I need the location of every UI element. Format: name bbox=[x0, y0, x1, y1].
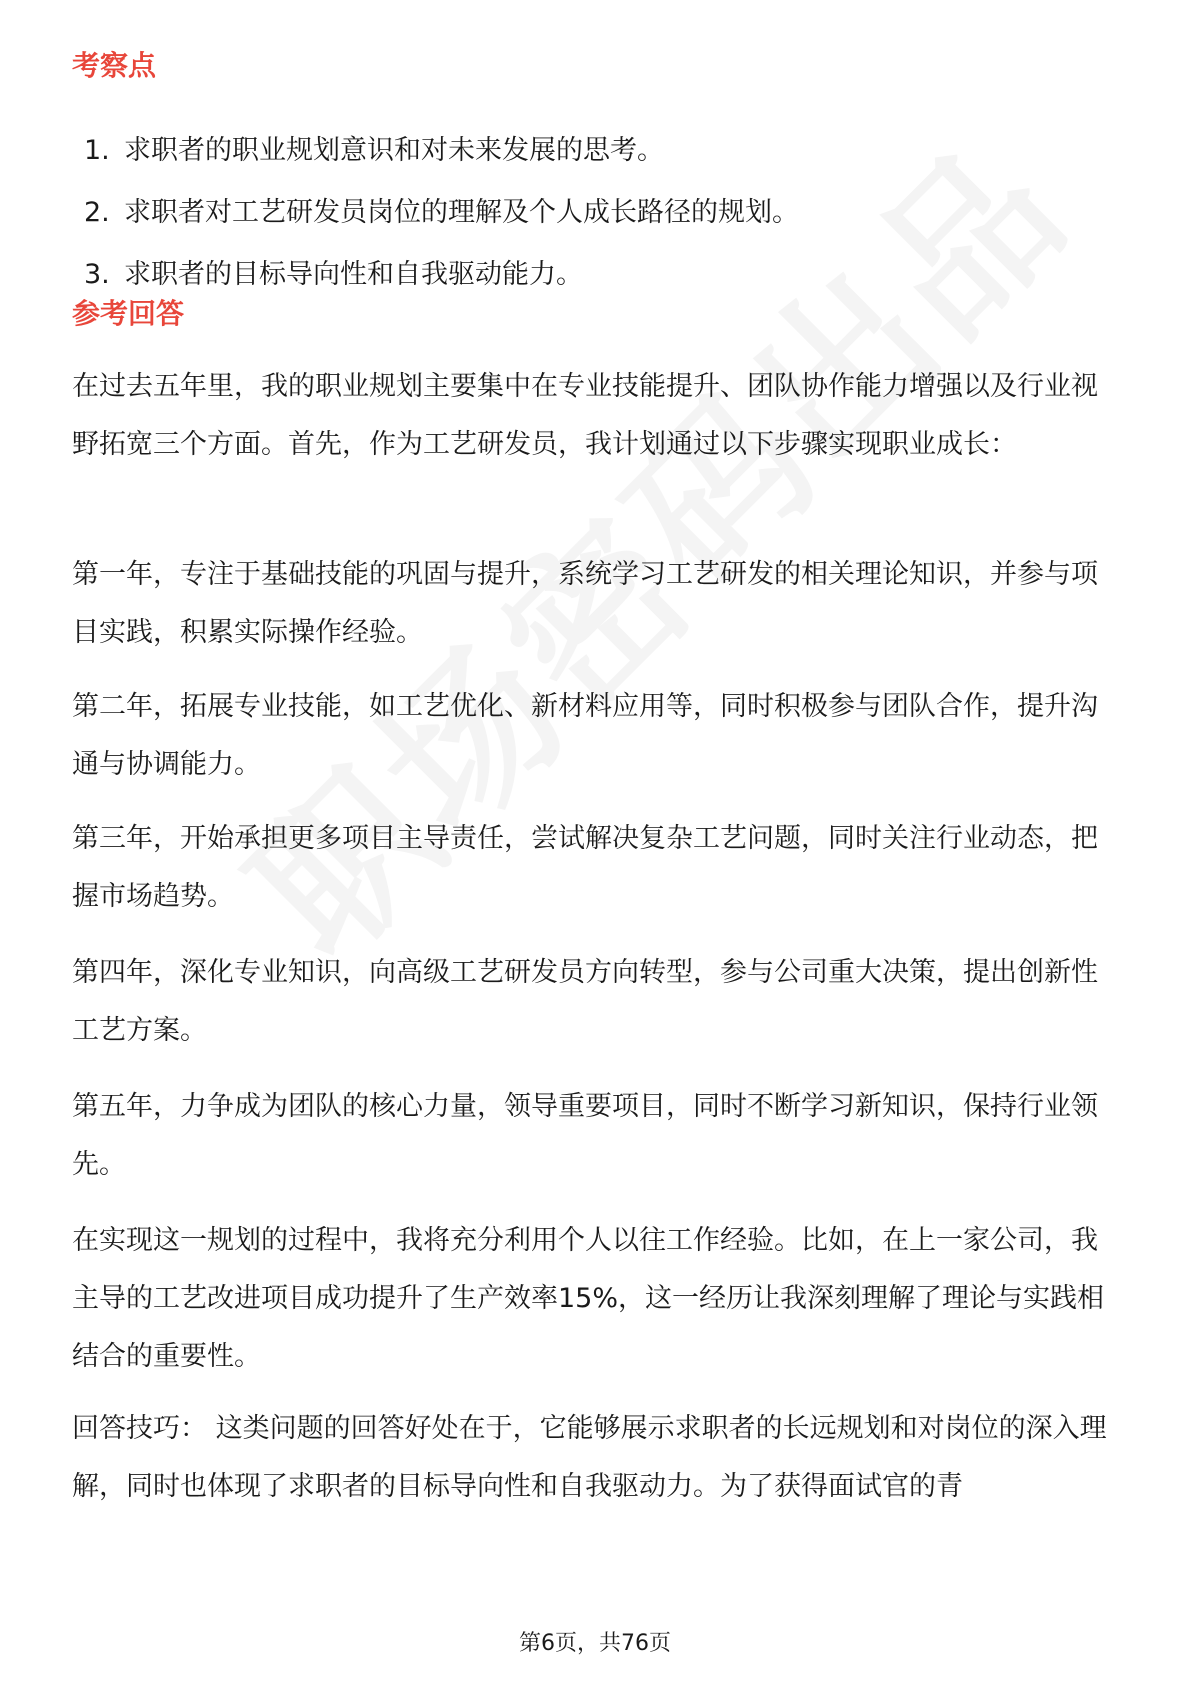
list-item bbox=[84, 120, 799, 182]
answer-paragraph-year1: 第一年，专注于基础技能的巩固与提升，系统学习工艺研发的相关理论知识，并参与项目实践，积累实际操作经验。 bbox=[72, 559, 1098, 648]
list-number: 2. bbox=[84, 197, 110, 228]
section-heading-kaochadian: 考察点 bbox=[72, 49, 157, 82]
answer-paragraph-year5: 第五年，力争成为团队的核心力量，领导重要项目，同时不断学习新知识，保持行业领先。 bbox=[72, 1091, 1098, 1180]
answer-paragraph-intro: 在过去五年里，我的职业规划主要集中在专业技能提升、团队协作能力增强以及行业视野拓宽三个方面。首先，作为工艺研发员，我计划通过以下步骤实现职业成长： bbox=[72, 371, 1098, 460]
list-number: 3. bbox=[84, 259, 110, 290]
list-item-text: 求职者的目标导向性和自我驱动能力。 bbox=[124, 259, 583, 290]
answer-paragraph-tips: 回答技巧： 这类问题的回答好处在于，它能够展示求职者的长远规划和对岗位的深入理解，同时也体现了求职者的目标导向性和自我驱动力。为了获得面试官的青 bbox=[72, 1413, 1107, 1502]
answer-paragraph-year4: 第四年，深化专业知识，向高级工艺研发员方向转型，参与公司重大决策，提出创新性工艺方案。 bbox=[72, 957, 1098, 1046]
list-item-text: 求职者的职业规划意识和对未来发展的思考。 bbox=[124, 135, 664, 166]
page-number: 第6页，共76页 bbox=[519, 1631, 671, 1656]
list-number: 1. bbox=[84, 135, 110, 166]
list-item bbox=[84, 244, 799, 306]
answer-paragraph-experience: 在实现这一规划的过程中，我将充分利用个人以往工作经验。比如，在上一家公司，我主导的工艺改进项目成功提升了生产效率15%，这一经历让我深刻理解了理论与实践相结合的重要性。 bbox=[72, 1225, 1105, 1372]
answer-paragraph-year3: 第三年，开始承担更多项目主导责任，尝试解决复杂工艺问题，同时关注行业动态，把握市场趋势。 bbox=[72, 823, 1098, 912]
answer-paragraph-year2: 第二年，拓展专业技能，如工艺优化、新材料应用等，同时积极参与团队合作，提升沟通与协调能力。 bbox=[72, 691, 1098, 780]
list-item bbox=[84, 182, 799, 244]
key-points-list bbox=[84, 120, 799, 306]
section-heading-cankaohuida: 参考回答 bbox=[72, 297, 185, 330]
list-item-text: 求职者对工艺研发员岗位的理解及个人成长路径的规划。 bbox=[124, 197, 799, 228]
